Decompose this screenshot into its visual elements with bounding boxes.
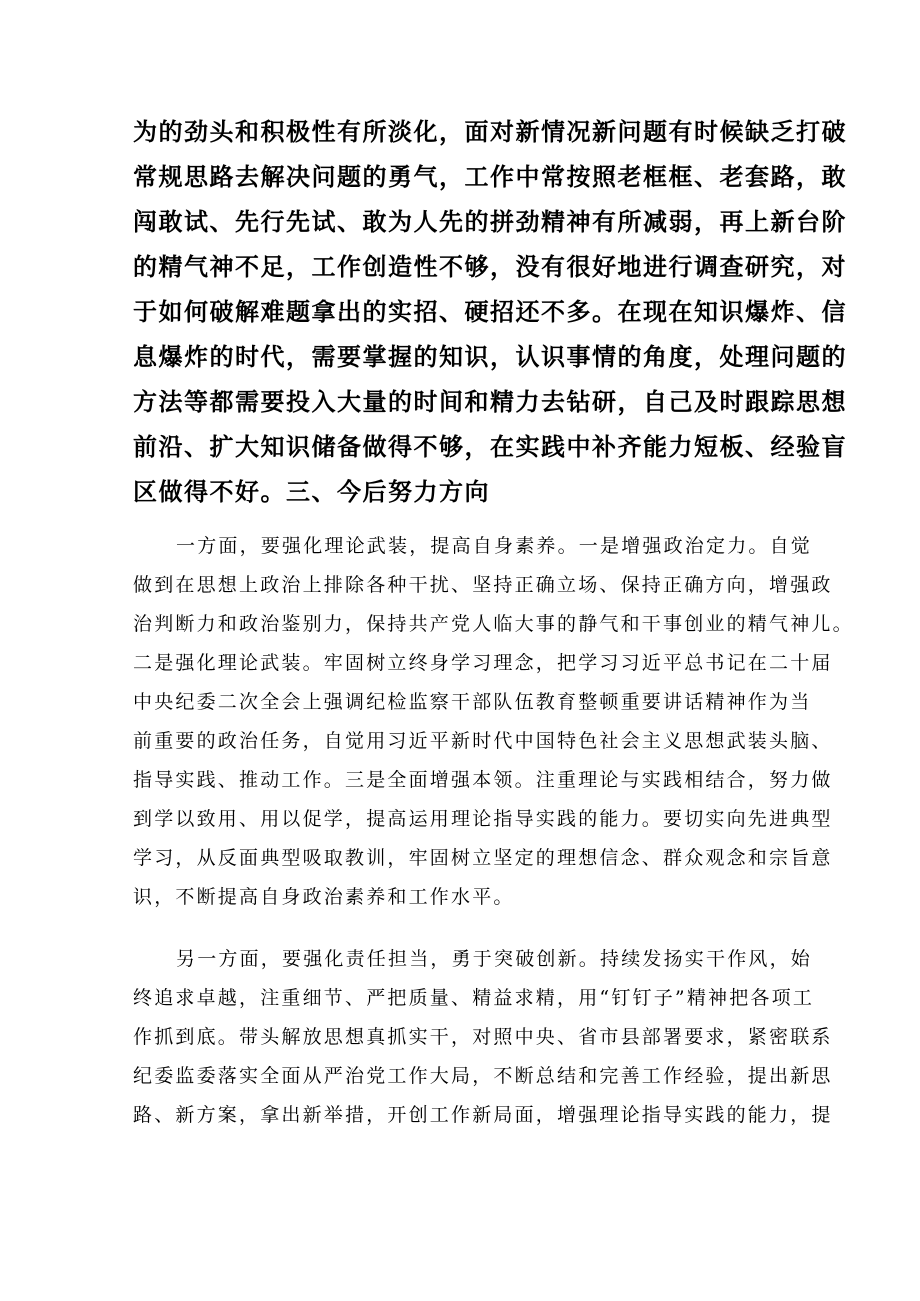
text-line: 息爆炸的时代，需要掌握的知识，认识事情的角度，处理问题的 — [133, 343, 847, 371]
text-line: 到学以致用、用以促学，提高运用理论指导实践的能力。要切实向先进典型 — [133, 808, 833, 830]
text-line: 纪委监委落实全面从严治党工作大局，不断总结和完善工作经验，提出新思 — [133, 1065, 833, 1087]
text-line: 方法等都需要投入大量的时间和精力去钻研，自己及时跟踪思想 — [133, 388, 847, 416]
text-line: 中央纪委二次全会上强调纪检监察干部队伍教育整顿重要讲话精神作为当 — [133, 691, 812, 713]
text-line: 识，不断提高自身政治素养和工作水平。 — [133, 886, 515, 908]
text-line: 区做得不好。三、今后努力方向 — [133, 478, 490, 506]
text-line: 二是强化理论武装。牢固树立终身学习理念，把学习习近平总书记在二十届 — [133, 652, 833, 674]
text-line: 作抓到底。带头解放思想真抓实干，对照中央、省市县部署要求，紧密联系 — [133, 1026, 833, 1048]
text-line: 指导实践、推动工作。三是全面增强本领。注重理论与实践相结合，努力做 — [133, 769, 833, 791]
text-line: 终追求卓越，注重细节、严把质量、精益求精，用“钉钉子”精神把各项工 — [133, 987, 815, 1009]
text-line: 闯敢试、先行先试、敢为人先的拼劲精神有所减弱，再上新台阶 — [133, 208, 847, 236]
text-line: 前重要的政治任务，自觉用习近平新时代中国特色社会主义思想武装头脑、 — [133, 730, 833, 752]
text-line: 做到在思想上政治上排除各种干扰、坚持正确立场、保持正确方向，增强政 — [133, 574, 833, 596]
text-line: 的精气神不足，工作创造性不够，没有很好地进行调查研究，对 — [133, 253, 847, 281]
text-line: 另一方面，要强化责任担当，勇于突破创新。持续发扬实干作风，始 — [176, 948, 813, 970]
text-line: 于如何破解难题拿出的实招、硬招还不多。在现在知识爆炸、信 — [133, 298, 847, 326]
text-line: 路、新方案，拿出新举措，开创工作新局面，增强理论指导实践的能力，提 — [133, 1104, 833, 1126]
text-line: 前沿、扩大知识储备做得不够，在实践中补齐能力短板、经验盲 — [133, 433, 847, 461]
text-line: 一方面，要强化理论武装，提高自身素养。一是增强政治定力。自觉 — [176, 535, 813, 557]
text-line: 治判断力和政治鉴别力，保持共产党人临大事的静气和干事创业的精气神儿。 — [133, 613, 854, 635]
text-line: 学习，从反面典型吸取教训，牢固树立坚定的理想信念、群众观念和宗旨意 — [133, 847, 833, 869]
text-line: 为的劲头和积极性有所淡化，面对新情况新问题有时候缺乏打破 — [133, 118, 847, 146]
text-line: 常规思路去解决问题的勇气，工作中常按照老框框、老套路，敢 — [133, 163, 847, 191]
